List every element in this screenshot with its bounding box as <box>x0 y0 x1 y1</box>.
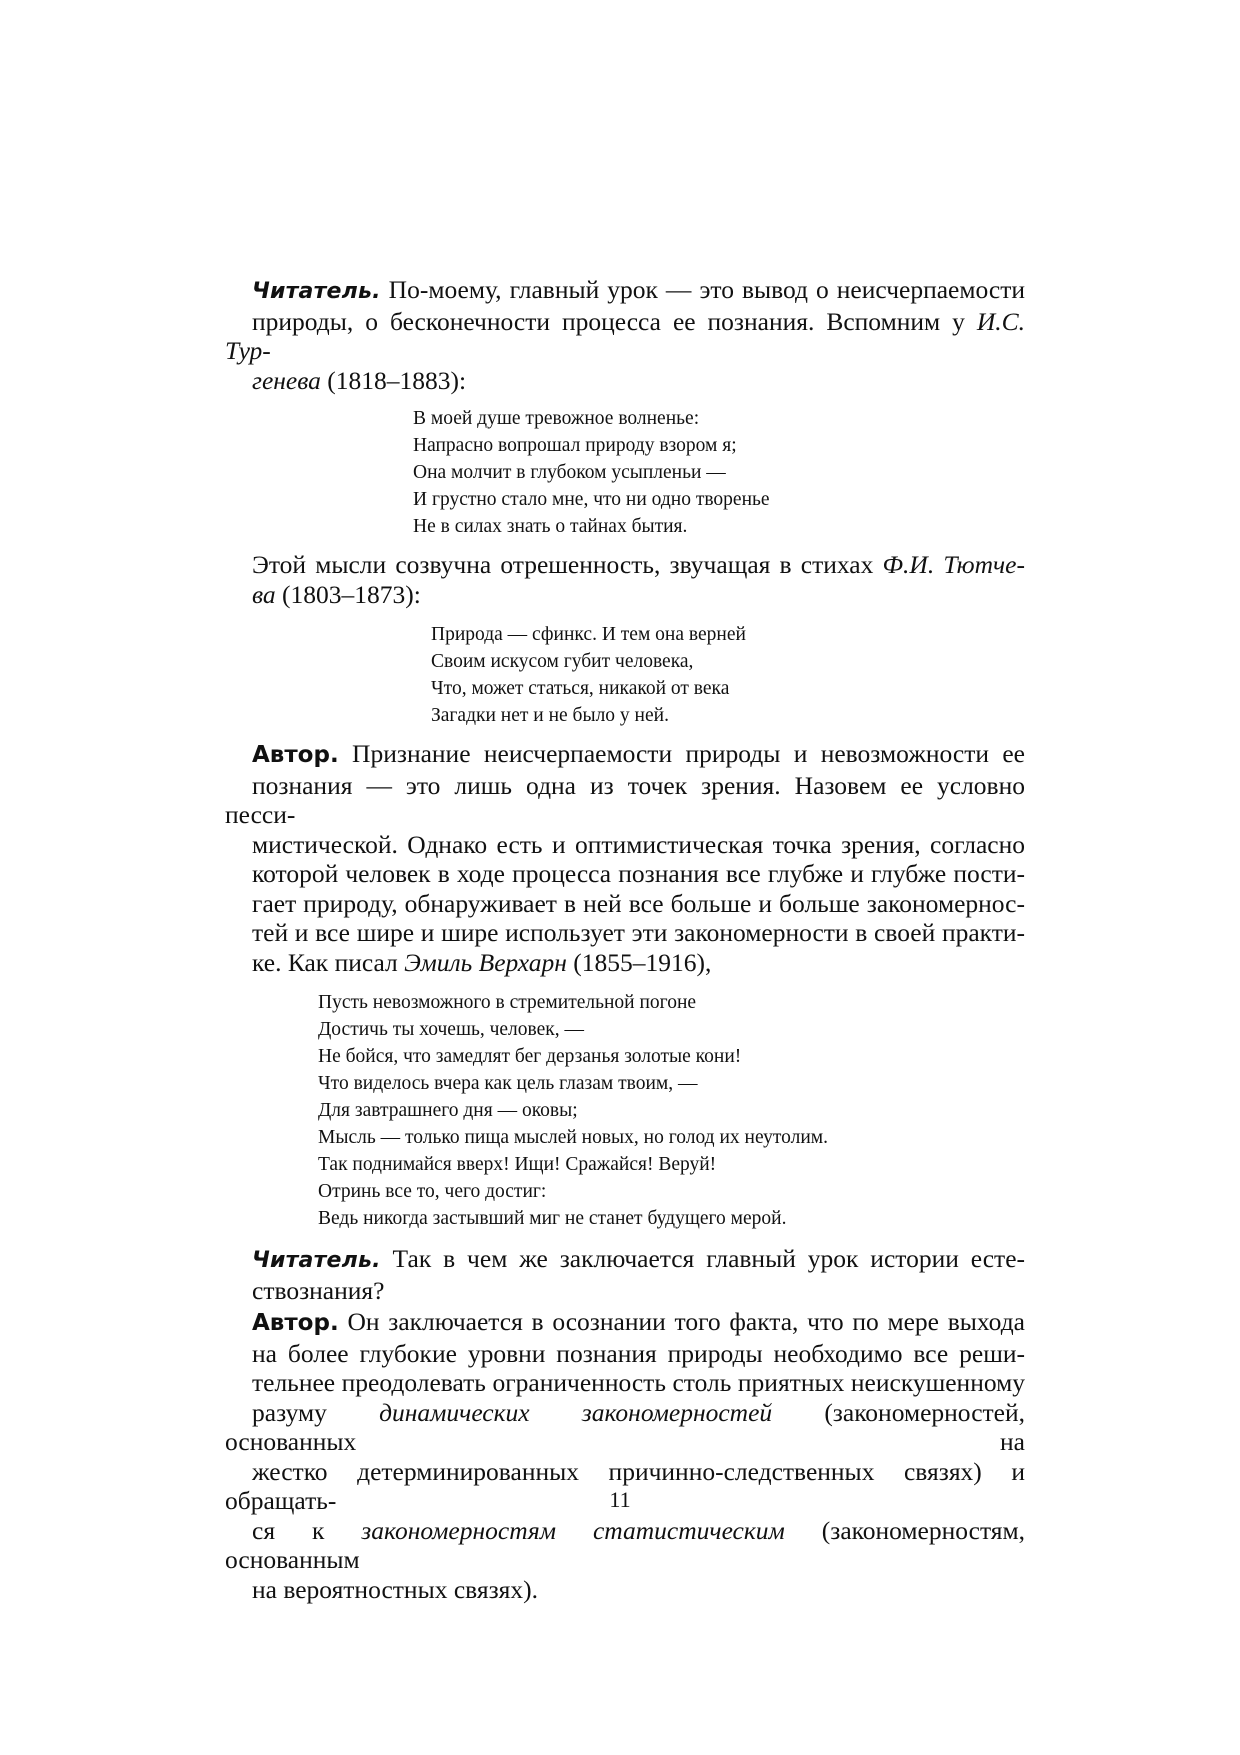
paragraph-author-1: Автор. Признание неисчерпаемости природы и невозможности ее познания — это лишь одна из точек зрения. Назовем ее условно песси- мистической. Однако есть и оптимистическая точка зрения, согласно которой человек в ходе процесса познания все глубже и глубже пости- гает природу, обнаруживает в ней все больше и больше закономернос- тей и все шире и шире использует эти закономерности в своей практи- ке. Как писал Эмиль Верхарн (1855–1916), <box>225 739 1025 977</box>
poem-line: Не в силах знать о тайнах бытия. <box>413 516 688 537</box>
poem-line: В моей душе тревожное волненье: <box>413 408 700 429</box>
speaker-author: Автор. <box>252 742 339 768</box>
speaker-reader: Читатель. <box>252 279 381 304</box>
poem-line: Напрасно вопрошал природу взором я; <box>413 435 737 456</box>
poem-line: Что, может статься, никакой от века <box>431 678 730 699</box>
poem-line: Так поднимайся вверх! Ищи! Сражайся! Веруй! <box>318 1154 717 1175</box>
poem-line: Природа — сфинкс. И тем она верней <box>431 624 746 645</box>
paragraph-tyutchev-intro: Этой мысли созвучна отрешенность, звучащая в стихах Ф.И. Тютче- ва (1803–1873): <box>252 550 1025 609</box>
speaker-author: Автор. <box>252 1310 339 1336</box>
paragraph-reader-2: Читатель. Так в чем же заключается главный урок истории есте- ствознания? <box>252 1244 1025 1305</box>
poem-line: Пусть невозможного в стремительной погоне <box>318 992 697 1013</box>
poem-line: Она молчит в глубоком усыпленьи — <box>413 462 726 483</box>
poem-line: Достичь ты хочешь, человек, — <box>318 1019 585 1040</box>
author-name: Ф.И. Тютче- <box>882 550 1025 579</box>
poem-line: Своим искусом губит человека, <box>431 651 694 672</box>
poem-line: Для завтрашнего дня — оковы; <box>318 1100 578 1121</box>
term-statistical: закономерностям статистическим <box>361 1515 785 1545</box>
poem-line: Что виделось вчера как цель глазам твоим, — <box>318 1073 698 1094</box>
poem-verhaeren <box>318 989 1025 1232</box>
speaker-reader: Читатель. <box>252 1248 381 1273</box>
paragraph-author-2: Автор. Он заключается в осознании того факта, что по мере выхода на более глубокие уровни познания природы необходимо все реши- тельнее преодолевать ограниченность столь приятных неискушенному разуму динамических закономерностей (закономерностей, основанных на жестко детерминированных причинно-следственных связях) и обращать- ся к закономерностям статистическим (закономерностям, основанным на вероятностных связях). <box>225 1307 1026 1604</box>
poem-line: Ведь никогда застывший миг не станет будущего мерой. <box>318 1208 787 1229</box>
poem-line: Загадки нет и не было у ней. <box>431 705 669 726</box>
author-name: И.С. Тур- <box>225 306 1025 365</box>
author-name: Эмиль Верхарн <box>404 947 567 977</box>
poem-line: Не бойся, что замедлят бег дерзанья золотые кони! <box>318 1046 742 1067</box>
paragraph-reader-1: Читатель. По-моему, главный урок — это вывод о неисчерпаемости природы, о бесконечности процесса ее познания. Вспомним у И.С. Тур- генева (1818–1883): <box>225 275 1025 395</box>
page-number: 11 <box>609 1487 631 1512</box>
poem-tyutchev <box>431 621 1025 729</box>
poem-line: И грустно стало мне, что ни одно творенье <box>413 489 770 510</box>
poem-line: Отринь все то, чего достиг: <box>318 1181 547 1202</box>
poem-line: Мысль — только пища мыслей новых, но голод их неутолим. <box>318 1127 828 1148</box>
page-content <box>225 275 1025 1604</box>
poem-turgenev <box>413 405 1025 540</box>
term-dynamic: динамических закономерностей <box>379 1397 773 1427</box>
